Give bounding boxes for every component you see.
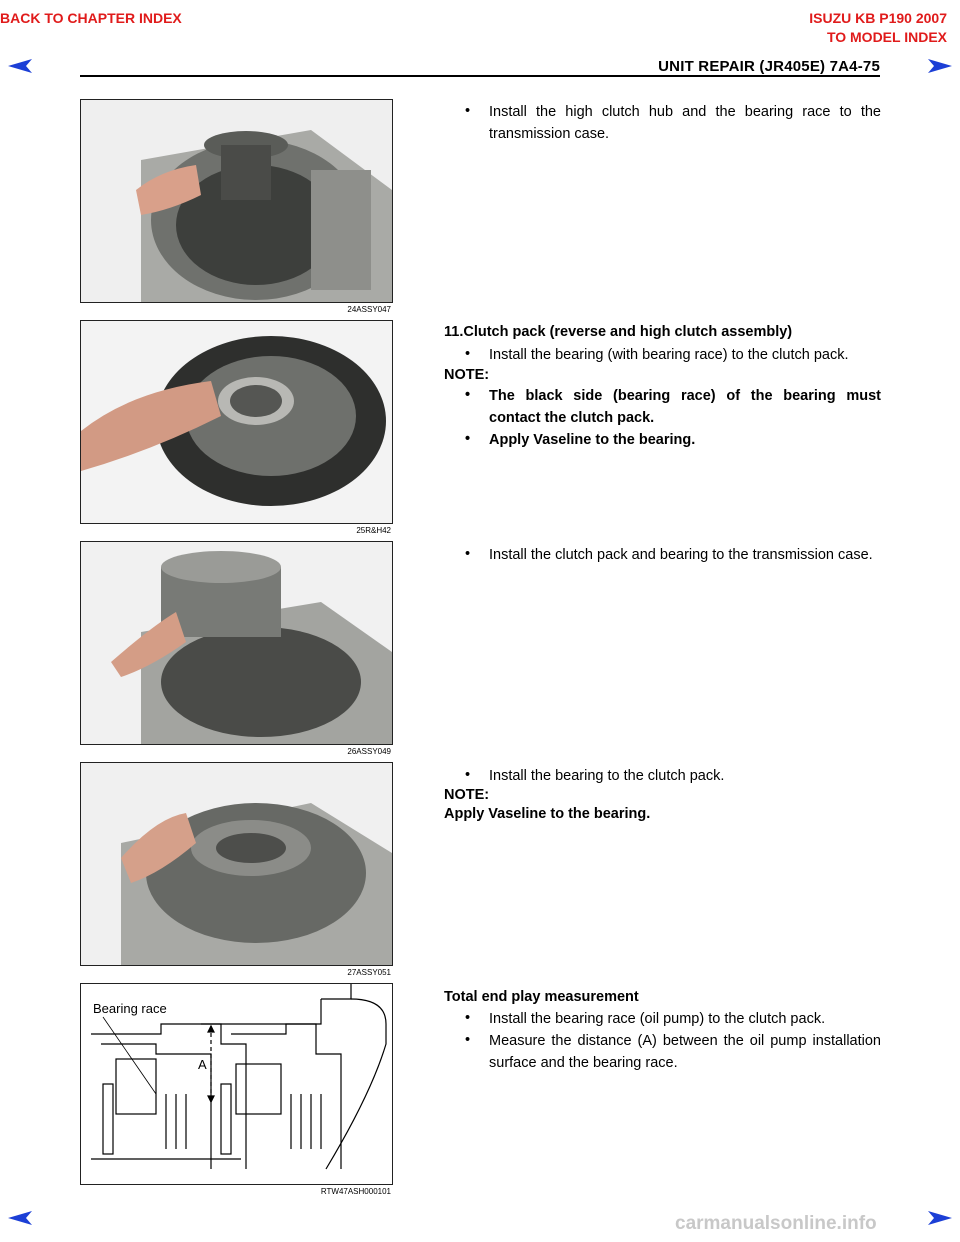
header-rule bbox=[80, 75, 880, 77]
figure-clutch-pack-install-photo bbox=[80, 541, 393, 745]
diagram-label-bearing-race: Bearing race bbox=[93, 1001, 167, 1016]
watermark: carmanualsonline.info bbox=[675, 1213, 877, 1234]
figure-end-play-diagram bbox=[80, 983, 393, 1185]
note-text: Apply Vaseline to the bearing. bbox=[444, 806, 651, 822]
instruction-text: Install the bearing race (oil pump) to the clutch pack. bbox=[489, 1011, 826, 1027]
previous-page-arrow-icon[interactable] bbox=[6, 58, 34, 74]
figure-caption: RTW47ASH000101 bbox=[320, 1187, 391, 1196]
instruction-text: Install the high clutch hub and the bearing race to the transmission case. bbox=[489, 104, 881, 142]
figure-caption: 27ASSY051 bbox=[347, 968, 391, 977]
page-title: UNIT REPAIR (JR405E) 7A4-75 bbox=[658, 58, 880, 75]
bullet-marker: • bbox=[465, 387, 471, 403]
figure-high-clutch-hub-photo bbox=[80, 99, 393, 303]
instruction-text: Install the bearing to the clutch pack. bbox=[489, 768, 725, 784]
next-page-arrow-icon[interactable] bbox=[926, 58, 954, 74]
bullet-marker: • bbox=[465, 1010, 471, 1026]
diagram-label-a: A bbox=[198, 1057, 207, 1072]
figure-bearing-install-photo bbox=[80, 762, 393, 966]
figure-bearing-clutch-pack-photo bbox=[80, 320, 393, 524]
bullet-marker: • bbox=[465, 1032, 471, 1048]
figure-caption: 26ASSY049 bbox=[347, 747, 391, 756]
section-heading: 11.Clutch pack (reverse and high clutch assembly) bbox=[444, 324, 793, 340]
previous-page-arrow-icon[interactable] bbox=[6, 1210, 34, 1226]
note-text: Apply Vaseline to the bearing. bbox=[489, 432, 696, 448]
section-heading: Total end play measurement bbox=[444, 989, 639, 1005]
note-label: NOTE: bbox=[444, 367, 490, 383]
next-page-arrow-icon[interactable] bbox=[926, 1210, 954, 1226]
figure-caption: 25R&H42 bbox=[356, 526, 391, 535]
bullet-marker: • bbox=[465, 767, 471, 783]
note-label: NOTE: bbox=[444, 787, 490, 803]
bullet-marker: • bbox=[465, 431, 471, 447]
model-title-link[interactable]: ISUZU KB P190 2007 bbox=[809, 10, 947, 26]
instruction-text: Measure the distance (A) between the oil pump installation surface and the bearing race. bbox=[489, 1033, 881, 1071]
figure-caption: 24ASSY047 bbox=[347, 305, 391, 314]
bullet-marker: • bbox=[465, 546, 471, 562]
instruction-text: Install the bearing (with bearing race) to the clutch pack. bbox=[489, 347, 849, 363]
note-text: The black side (bearing race) of the bearing must contact the clutch pack. bbox=[489, 388, 881, 426]
to-model-index-link[interactable]: TO MODEL INDEX bbox=[826, 29, 947, 45]
bullet-marker: • bbox=[465, 346, 471, 362]
bullet-marker: • bbox=[465, 103, 471, 119]
instruction-text: Install the clutch pack and bearing to the transmission case. bbox=[489, 547, 873, 563]
back-to-chapter-index-link[interactable]: BACK TO CHAPTER INDEX bbox=[0, 10, 182, 26]
